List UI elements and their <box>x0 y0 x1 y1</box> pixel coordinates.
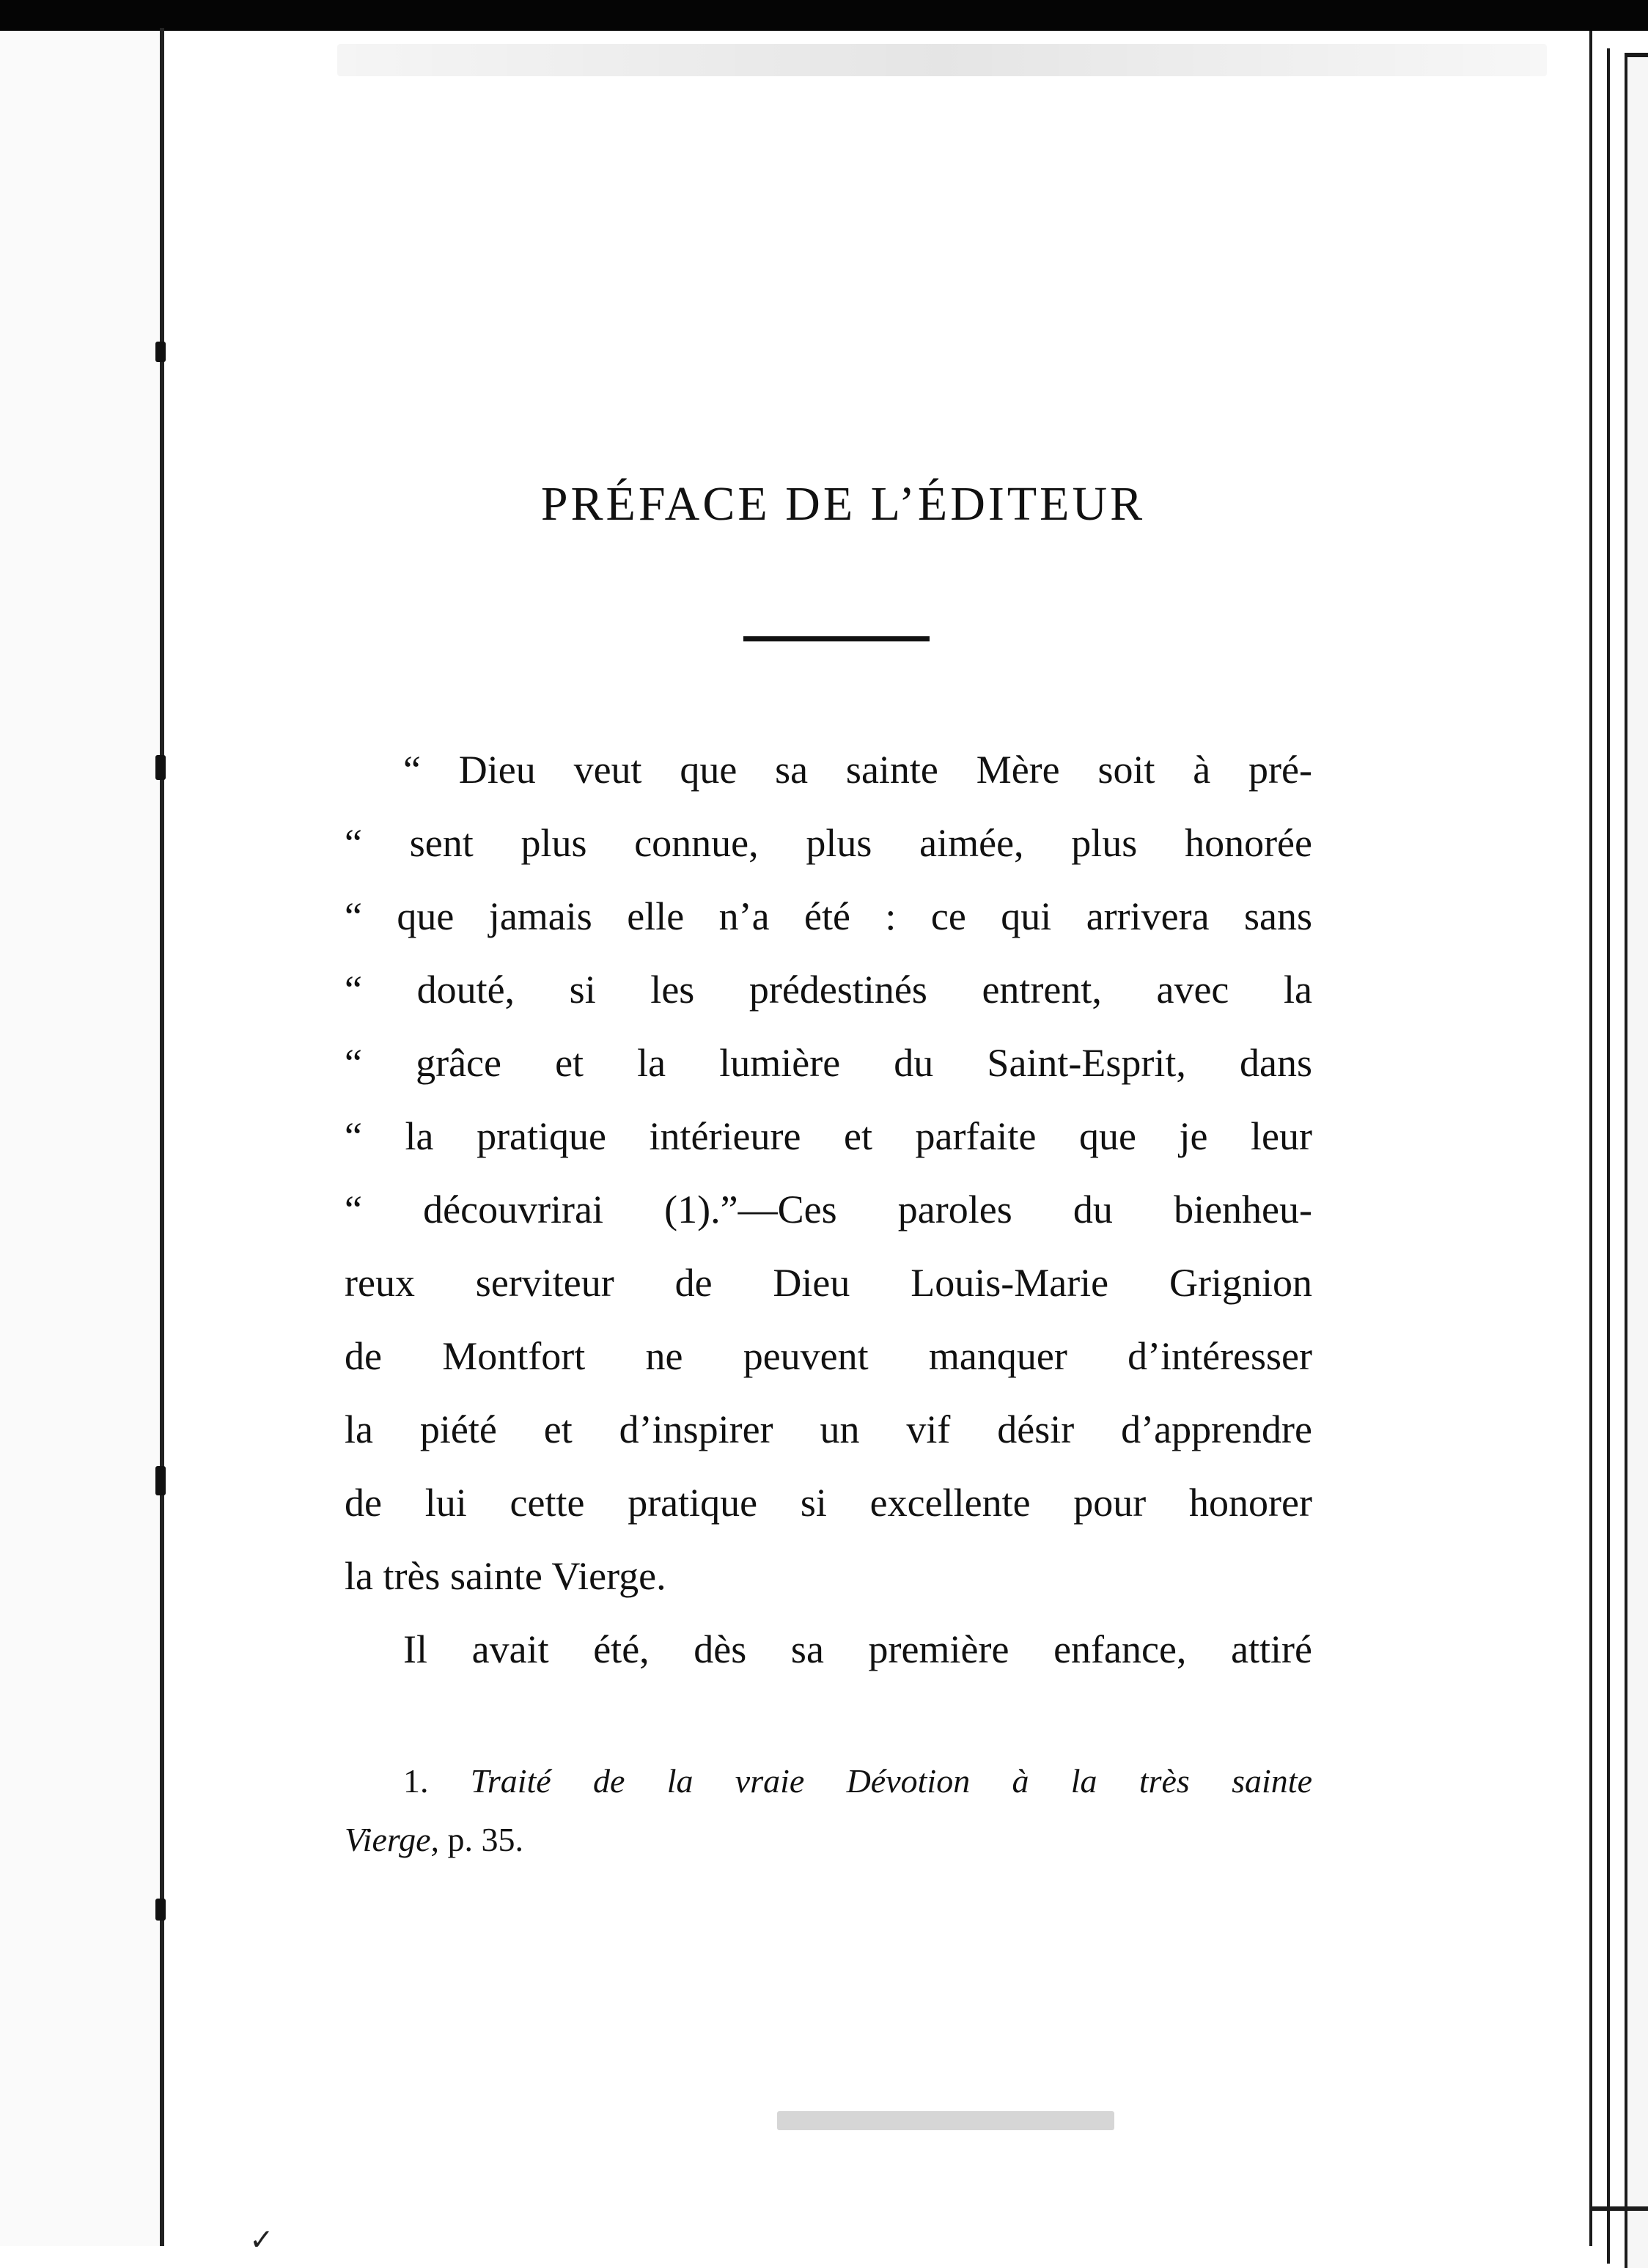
footnote <box>345 1752 1312 1869</box>
footnote-page-ref: p. 35. <box>447 1821 523 1858</box>
page-stack-edge <box>1589 31 1607 2246</box>
text-line: de lui cette pratique si excellente pour honorer <box>345 1481 1312 1525</box>
binding-mark <box>155 755 166 780</box>
text-line: Il avait été, dès sa première enfance, attiré <box>403 1627 1312 1671</box>
text-line: “ douté, si les prédestinés entrent, avec la <box>345 968 1312 1012</box>
show-through-footer <box>777 2111 1114 2130</box>
text-line: de Montfort ne peuvent manquer d’intéresser <box>345 1334 1312 1378</box>
show-through-header <box>337 44 1547 76</box>
binding-mark <box>155 342 166 362</box>
page-stack-bottom <box>1589 2206 1648 2211</box>
body-text <box>345 733 1312 1686</box>
page-stack-edge <box>1607 48 1625 2264</box>
text-line: “ sent plus connue, plus aimée, plus honorée <box>345 821 1312 865</box>
text-line: la très sainte Vierge. <box>345 1554 666 1598</box>
footnote-line <box>345 1752 1312 1811</box>
scan-left-margin <box>0 0 163 2246</box>
scan-top-border <box>0 0 1648 31</box>
footnote-line <box>345 1811 1312 1869</box>
footnote-number: 1. <box>403 1762 429 1800</box>
text-line: “ que jamais elle n’a été : ce qui arrivera sans <box>345 894 1312 938</box>
binding-mark <box>155 1899 166 1921</box>
title-divider <box>743 636 930 641</box>
text-line: reux serviteur de Dieu Louis-Marie Grignion <box>345 1261 1312 1305</box>
page-title: PRÉFACE DE L’ÉDITEUR <box>540 477 1146 531</box>
text-line: “ découvrirai (1).”—Ces paroles du bienheu- <box>345 1188 1312 1231</box>
text-line: “ Dieu veut que sa sainte Mère soit à pré- <box>403 748 1312 792</box>
text-line: la piété et d’inspirer un vif désir d’apprendre <box>345 1407 1312 1451</box>
text-line: “ grâce et la lumière du Saint-Esprit, dans <box>345 1041 1312 1085</box>
text-line: “ la pratique intérieure et parfaite que je leur <box>345 1114 1312 1158</box>
footnote-title: Traité de la vraie Dévotion à la très sainte <box>470 1762 1312 1800</box>
page-stack-edge <box>1625 53 1648 2268</box>
footnote-title-end: Vierge, <box>345 1821 439 1858</box>
binding-mark <box>155 1466 166 1495</box>
scan-corner-mark: ✓ <box>249 2223 274 2256</box>
